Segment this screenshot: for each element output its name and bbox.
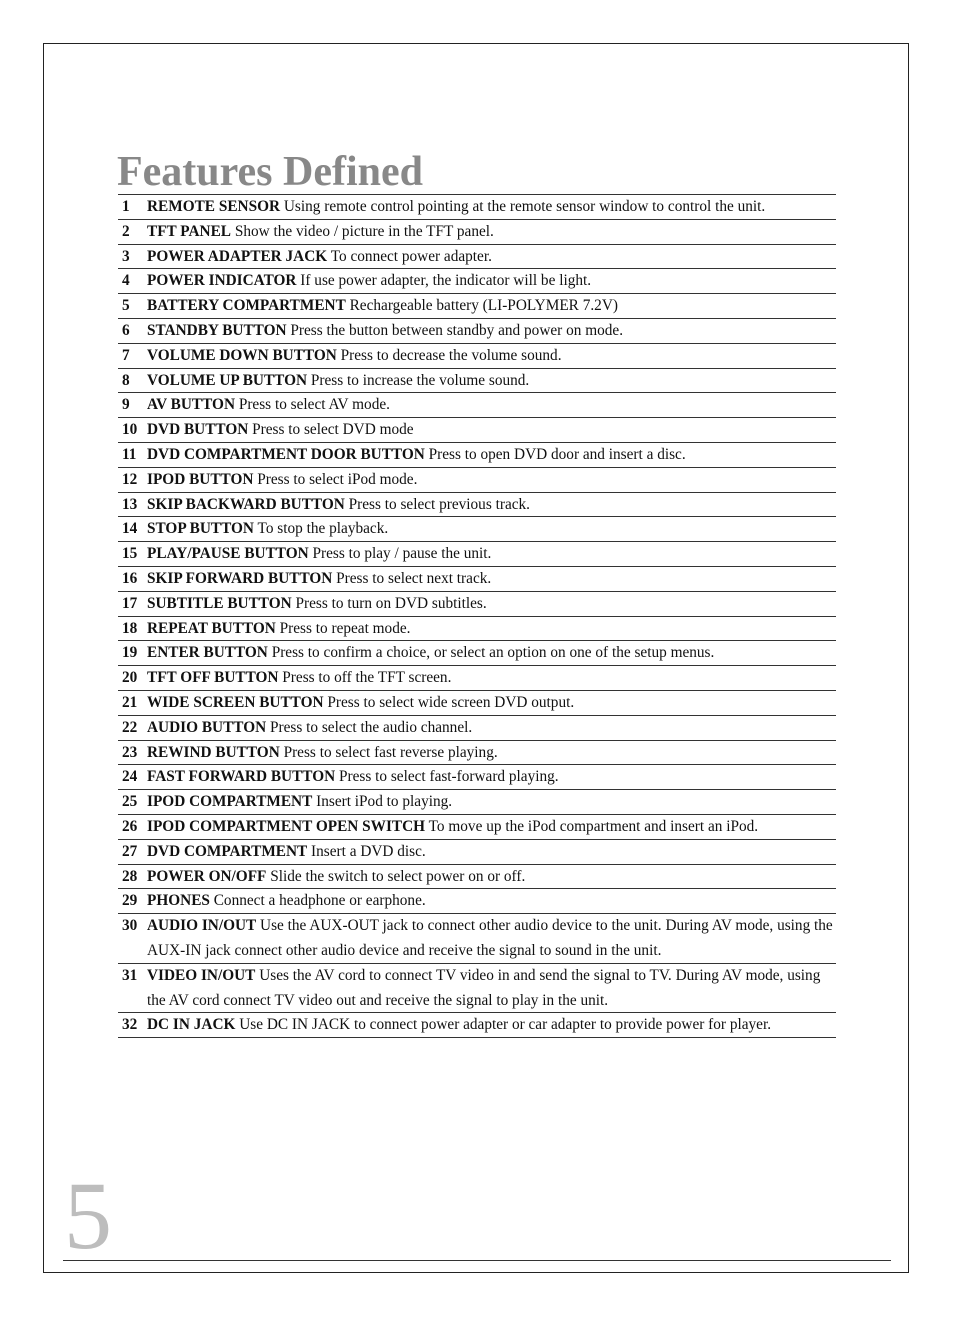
feature-text <box>147 592 836 617</box>
footer-divider <box>63 1260 891 1261</box>
feature-text <box>147 517 836 542</box>
feature-number: 4 <box>122 272 130 290</box>
feature-number: 14 <box>122 520 138 538</box>
feature-text <box>147 964 836 1014</box>
feature-description: Press to select the audio channel. <box>269 718 473 736</box>
feature-row <box>118 666 836 691</box>
feature-description: Press to select iPod mode. <box>257 470 418 488</box>
feature-text <box>147 741 836 766</box>
feature-number: 9 <box>122 396 130 414</box>
feature-row <box>118 865 836 890</box>
feature-text <box>147 269 836 294</box>
feature-row <box>118 319 836 344</box>
feature-name: AUDIO BUTTON <box>147 718 267 736</box>
feature-row <box>118 542 836 567</box>
feature-name: BATTERY COMPARTMENT <box>147 297 346 315</box>
feature-row <box>118 889 836 914</box>
feature-row <box>118 493 836 518</box>
feature-name: PHONES <box>147 892 210 910</box>
feature-text <box>147 815 836 840</box>
feature-text <box>147 840 836 865</box>
feature-row <box>118 691 836 716</box>
feature-row <box>118 567 836 592</box>
feature-number: 30 <box>122 917 138 935</box>
feature-text <box>147 765 836 790</box>
feature-description: Press to select next track. <box>336 569 492 587</box>
feature-number: 27 <box>122 842 138 860</box>
feature-list <box>118 194 836 1038</box>
feature-text <box>147 344 836 369</box>
feature-text <box>147 1013 836 1038</box>
feature-number: 31 <box>122 966 138 984</box>
feature-description: Rechargeable battery (LI-POLYMER 7.2V) <box>349 297 618 315</box>
page-number: 5 <box>64 1162 112 1269</box>
feature-name: IPOD BUTTON <box>147 470 254 488</box>
feature-number: 15 <box>122 545 138 563</box>
feature-description: Insert iPod to playing. <box>316 793 453 811</box>
feature-number: 23 <box>122 743 138 761</box>
feature-row <box>118 790 836 815</box>
feature-name: REWIND BUTTON <box>147 743 280 761</box>
feature-name: FAST FORWARD BUTTON <box>147 768 336 786</box>
feature-name: STANDBY BUTTON <box>147 321 287 339</box>
feature-row <box>118 418 836 443</box>
feature-name: DVD COMPARTMENT DOOR BUTTON <box>147 445 425 463</box>
feature-text <box>147 790 836 815</box>
feature-row <box>118 344 836 369</box>
feature-row <box>118 641 836 666</box>
feature-row <box>118 220 836 245</box>
feature-number: 17 <box>122 594 138 612</box>
feature-name: POWER INDICATOR <box>147 272 297 290</box>
feature-name: TFT OFF BUTTON <box>147 669 279 687</box>
feature-description: Press to select DVD mode <box>252 421 414 439</box>
feature-text <box>147 666 836 691</box>
feature-description: Press to select previous track. <box>348 495 530 513</box>
feature-text <box>147 294 836 319</box>
feature-number: 8 <box>122 371 130 389</box>
feature-number: 13 <box>122 495 138 513</box>
feature-description: Press to open DVD door and insert a disc. <box>428 445 686 463</box>
feature-row <box>118 592 836 617</box>
feature-text <box>147 468 836 493</box>
feature-number: 5 <box>122 297 130 315</box>
feature-description: Press to select AV mode. <box>238 396 390 414</box>
feature-name: DC IN JACK <box>147 1016 236 1034</box>
feature-name: REPEAT BUTTON <box>147 619 276 637</box>
feature-text <box>147 641 836 666</box>
feature-number: 20 <box>122 669 138 687</box>
feature-text <box>147 195 836 220</box>
feature-row <box>118 840 836 865</box>
feature-description: Use DC IN JACK to connect power adapter or car adapter to provide power for player. <box>239 1016 772 1034</box>
feature-name: POWER ADAPTER JACK <box>147 247 328 265</box>
feature-row <box>118 815 836 840</box>
feature-description: Insert a DVD disc. <box>311 842 426 860</box>
feature-description: If use power adapter, the indicator will be light. <box>300 272 592 290</box>
feature-text <box>147 691 836 716</box>
feature-description: Connect a headphone or earphone. <box>213 892 426 910</box>
feature-name: VOLUME DOWN BUTTON <box>147 346 337 364</box>
feature-row <box>118 741 836 766</box>
feature-row <box>118 517 836 542</box>
feature-name: VOLUME UP BUTTON <box>147 371 308 389</box>
feature-description: Slide the switch to select power on or off. <box>270 867 526 885</box>
feature-text <box>147 443 836 468</box>
feature-text <box>147 220 836 245</box>
feature-number: 12 <box>122 470 138 488</box>
feature-name: WIDE SCREEN BUTTON <box>147 693 324 711</box>
feature-name: SKIP FORWARD BUTTON <box>147 569 333 587</box>
feature-number: 32 <box>122 1016 138 1034</box>
feature-description: Press to turn on DVD subtitles. <box>295 594 487 612</box>
feature-name: ENTER BUTTON <box>147 644 268 662</box>
feature-number: 2 <box>122 222 130 240</box>
feature-name: AV BUTTON <box>147 396 235 414</box>
feature-number: 16 <box>122 569 138 587</box>
feature-row <box>118 914 836 964</box>
feature-description: Press to select fast-forward playing. <box>338 768 559 786</box>
feature-row <box>118 1013 836 1038</box>
feature-text <box>147 865 836 890</box>
feature-description: Uses the AV cord to connect TV video in and send the signal to TV. During AV mode, using the AV cord connect TV video out and receive the signal to play in the unit. <box>147 966 821 1009</box>
feature-text <box>147 914 836 964</box>
feature-description: Press to select wide screen DVD output. <box>327 693 575 711</box>
feature-description: Press to confirm a choice, or select an option on one of the setup menus. <box>271 644 715 662</box>
feature-number: 28 <box>122 867 138 885</box>
feature-name: IPOD COMPARTMENT <box>147 793 313 811</box>
feature-number: 29 <box>122 892 138 910</box>
feature-number: 10 <box>122 421 138 439</box>
feature-text <box>147 617 836 642</box>
feature-description: Press to increase the volume sound. <box>310 371 530 389</box>
page-title: Features Defined <box>117 149 423 195</box>
feature-name: VIDEO IN/OUT <box>147 966 256 984</box>
feature-row <box>118 468 836 493</box>
feature-description: Press to play / pause the unit. <box>312 545 492 563</box>
feature-text <box>147 716 836 741</box>
feature-text <box>147 319 836 344</box>
feature-name: PLAY/PAUSE BUTTON <box>147 545 309 563</box>
feature-name: REMOTE SENSOR <box>147 198 281 215</box>
feature-number: 3 <box>122 247 130 265</box>
feature-text <box>147 418 836 443</box>
feature-name: POWER ON/OFF <box>147 867 267 885</box>
feature-row <box>118 369 836 394</box>
feature-row <box>118 269 836 294</box>
feature-name: SKIP BACKWARD BUTTON <box>147 495 345 513</box>
feature-row <box>118 294 836 319</box>
feature-row <box>118 393 836 418</box>
feature-number: 22 <box>122 718 138 736</box>
feature-description: Show the video / picture in the TFT panel. <box>234 222 494 240</box>
feature-name: STOP BUTTON <box>147 520 254 538</box>
feature-row <box>118 716 836 741</box>
feature-number: 19 <box>122 644 138 662</box>
feature-number: 7 <box>122 346 130 364</box>
feature-description: To connect power adapter. <box>330 247 492 265</box>
feature-name: TFT PANEL <box>147 222 232 240</box>
feature-number: 6 <box>122 321 130 339</box>
feature-description: Press to select fast reverse playing. <box>283 743 498 761</box>
feature-text <box>147 889 836 914</box>
feature-description: Use the AUX-OUT jack to connect other audio device to the unit. During AV mode, using the AUX-IN jack connect other audio device and receive the signal to sound in the unit. <box>147 917 833 959</box>
feature-text <box>147 369 836 394</box>
feature-name: SUBTITLE BUTTON <box>147 594 292 612</box>
feature-row <box>118 617 836 642</box>
feature-name: DVD BUTTON <box>147 421 249 439</box>
feature-name: AUDIO IN/OUT <box>147 917 257 935</box>
feature-row <box>118 443 836 468</box>
feature-description: To stop the playback. <box>257 520 389 538</box>
feature-number: 1 <box>122 198 130 215</box>
feature-text <box>147 493 836 518</box>
feature-number: 25 <box>122 793 138 811</box>
feature-number: 21 <box>122 693 138 711</box>
feature-text <box>147 245 836 270</box>
feature-description: Using remote control pointing at the remote sensor window to control the unit. <box>283 198 766 215</box>
feature-description: Press to repeat mode. <box>279 619 411 637</box>
feature-row <box>118 245 836 270</box>
feature-description: Press to off the TFT screen. <box>282 669 452 687</box>
feature-name: DVD COMPARTMENT <box>147 842 308 860</box>
feature-text <box>147 393 836 418</box>
feature-number: 18 <box>122 619 138 637</box>
feature-row <box>118 964 836 1014</box>
feature-description: Press the button between standby and power on mode. <box>290 321 624 339</box>
feature-row <box>118 765 836 790</box>
feature-text <box>147 542 836 567</box>
feature-row <box>118 195 836 220</box>
feature-number: 11 <box>122 445 137 463</box>
feature-description: To move up the iPod compartment and insert an iPod. <box>428 817 759 835</box>
feature-number: 24 <box>122 768 138 786</box>
feature-text <box>147 567 836 592</box>
feature-description: Press to decrease the volume sound. <box>340 346 562 364</box>
feature-name: IPOD COMPARTMENT OPEN SWITCH <box>147 817 426 835</box>
feature-number: 26 <box>122 817 138 835</box>
